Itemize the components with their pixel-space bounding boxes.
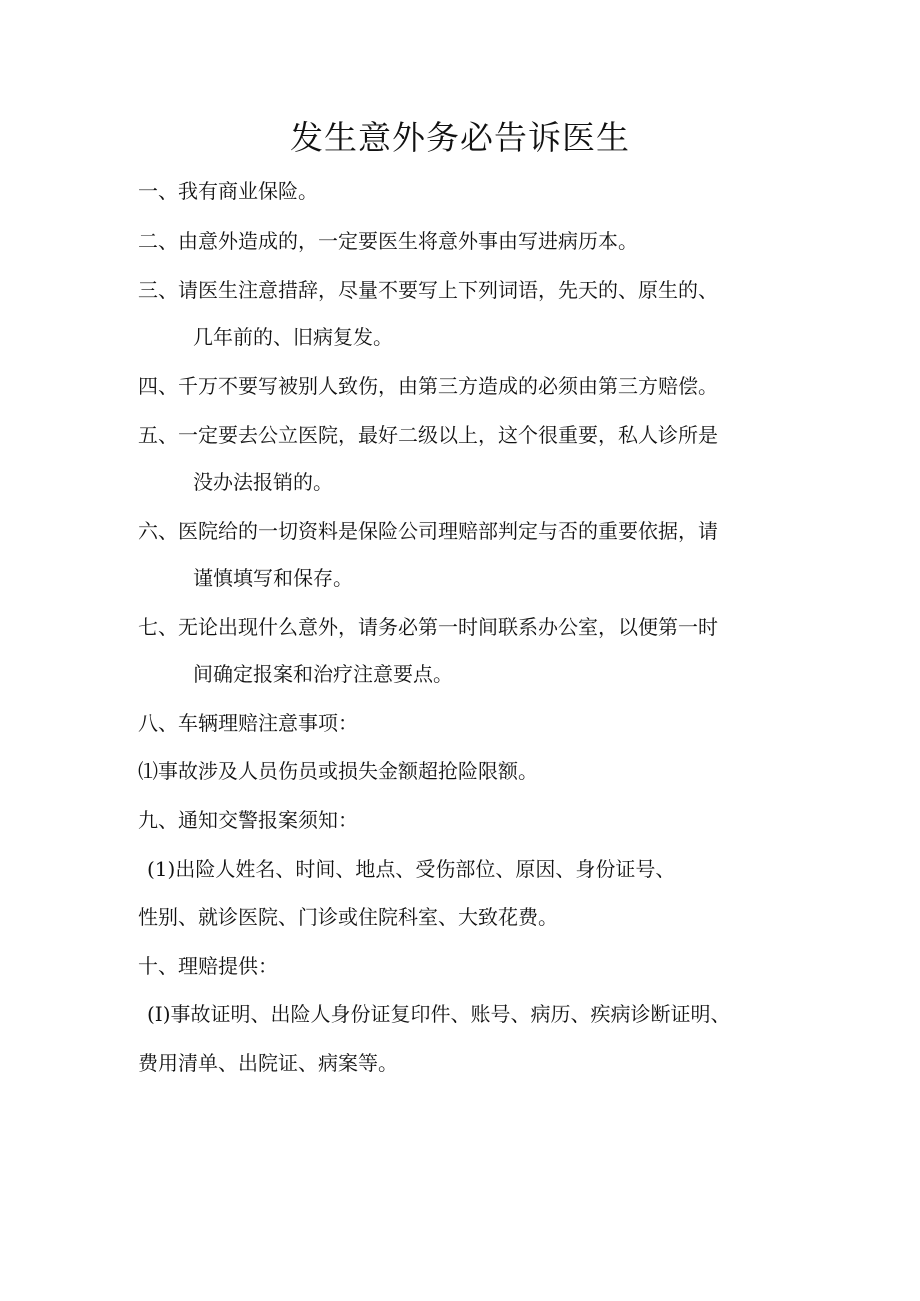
paragraph-line-10-detail-continued: 费用清单、出院证、病案等。 [138, 1051, 398, 1075]
paragraph-line-8: 八、车辆理赔注意事项： [138, 711, 358, 735]
paragraph-line-5: 五、一定要去公立医院，最好二级以上，这个很重要，私人诊所是 [138, 423, 718, 447]
paragraph-line-3: 三、请医生注意措辞，尽量不要写上下列词语，先天的、原生的、 [138, 278, 718, 302]
paragraph-line-10-detail: (I)事故证明、出险人身份证复印件、账号、病历、疾病诊断证明、 [147, 1002, 731, 1026]
paragraph-line-9-detail-continued: 性别、就诊医院、门诊或住院科室、大致花费。 [138, 905, 558, 929]
paragraph-line-4: 四、千万不要写被别人致伤，由第三方造成的必须由第三方赔偿。 [138, 374, 718, 398]
paragraph-line-1: 一、我有商业保险。 [138, 179, 318, 203]
paragraph-line-9-detail: (1)出险人姓名、时间、地点、受伤部位、原因、身份证号、 [147, 857, 676, 881]
paragraph-line-8-detail: ⑴事故涉及人员伤员或损失金额超抢险限额。 [138, 759, 538, 783]
paragraph-line-6: 六、医院给的一切资料是保险公司理赔部判定与否的重要依据，请 [138, 519, 718, 543]
paragraph-line-9: 九、通知交警报案须知： [138, 808, 358, 832]
paragraph-line-7-continued: 间确定报案和治疗注意要点。 [193, 662, 453, 686]
document-title: 发生意外务必告诉医生 [290, 118, 630, 157]
paragraph-line-10: 十、理赔提供： [138, 954, 278, 978]
paragraph-line-6-continued: 谨慎填写和保存。 [193, 566, 353, 590]
paragraph-line-7: 七、无论出现什么意外，请务必第一时间联系办公室，以便第一时 [138, 615, 718, 639]
paragraph-line-5-continued: 没办法报销的。 [193, 470, 333, 494]
paragraph-line-3-continued: 几年前的、旧病复发。 [193, 325, 393, 349]
paragraph-line-2: 二、由意外造成的，一定要医生将意外事由写进病历本。 [138, 229, 638, 253]
